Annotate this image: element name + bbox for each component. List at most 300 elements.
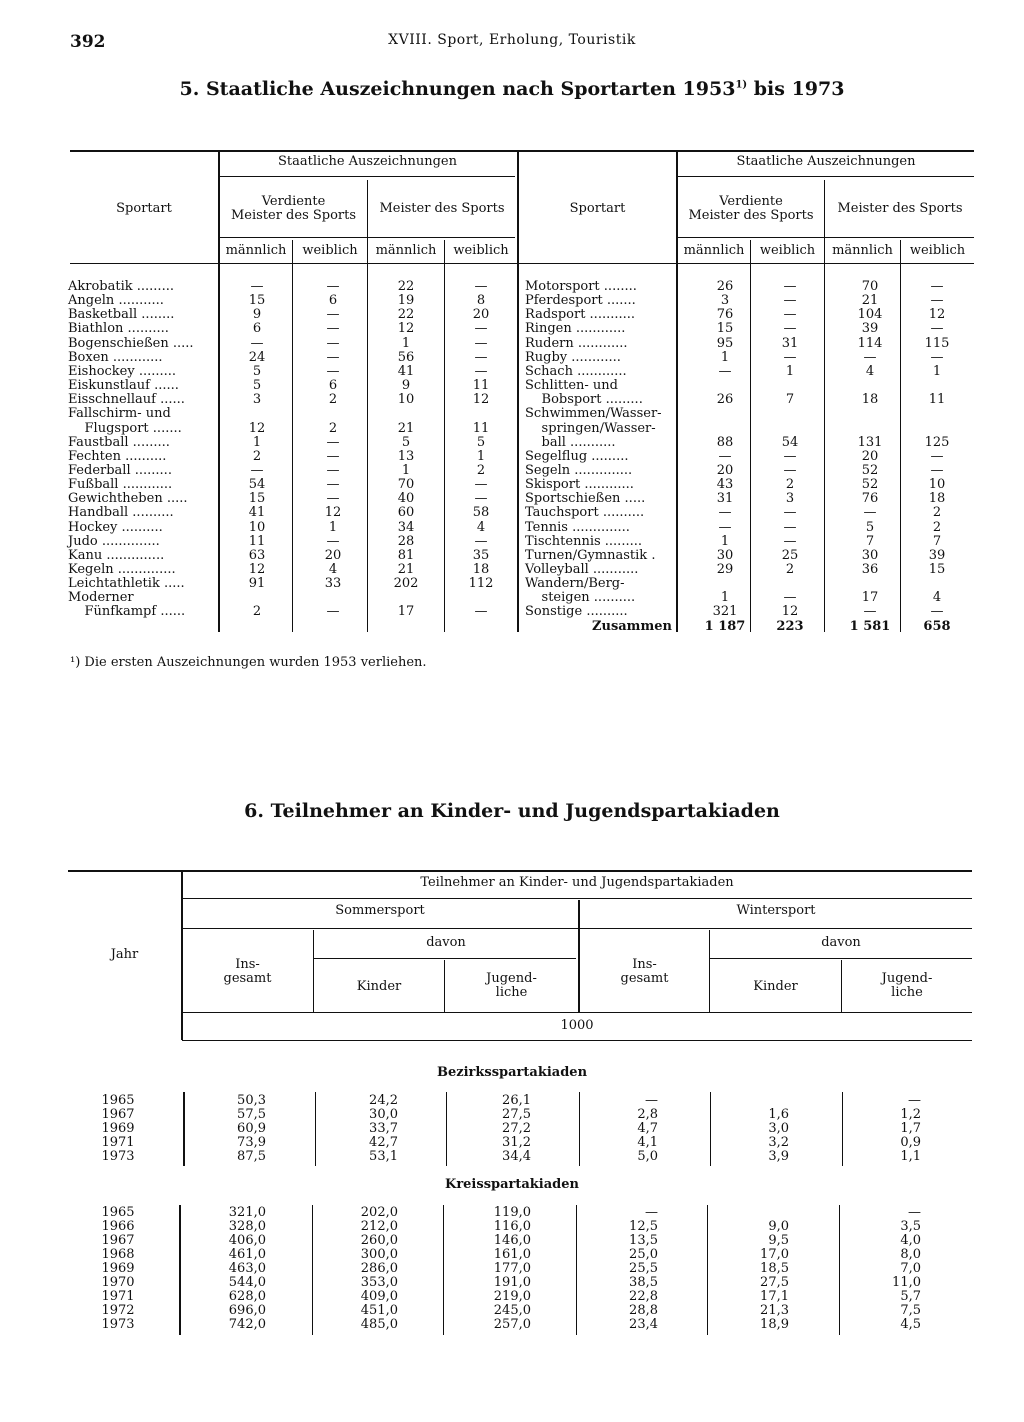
table6-head-s-insgesamt-l2: gesamt — [223, 971, 272, 986]
leader-dots: ..... — [162, 491, 188, 507]
value-mm: 70 — [861, 279, 879, 294]
value-w-kin: 17,0 — [760, 1247, 789, 1262]
year: 1967 — [101, 1233, 135, 1248]
value-w-jug: 8,0 — [900, 1247, 921, 1262]
value-mw: — — [474, 335, 488, 351]
value-s-kin: 42,7 — [369, 1135, 398, 1150]
value-vm: 41 — [248, 505, 266, 521]
value-mm: 202 — [393, 576, 419, 592]
table6-head-w-kinder: Kinder — [753, 979, 798, 994]
sport-name: Bogenschießen ..... — [68, 335, 194, 351]
value-s-jug: 27,5 — [502, 1107, 531, 1122]
table6-group-rule — [182, 898, 972, 899]
leader-dots: ........... — [114, 293, 164, 309]
value-w-kin: 21,3 — [760, 1303, 789, 1318]
value-mw: 11 — [928, 392, 946, 408]
value-s-jug: 119,0 — [493, 1205, 531, 1220]
value-vm: 12 — [248, 420, 266, 436]
leader-dots: .......... — [123, 321, 169, 337]
value-w-jug: 0,9 — [900, 1135, 921, 1150]
sport-name: Radsport ........... — [525, 307, 636, 323]
value-mw: 112 — [468, 576, 494, 592]
value-w-ins: 22,8 — [629, 1289, 658, 1304]
table5-head-vm-left: männlich — [225, 243, 287, 258]
leader-dots: ........... — [565, 434, 616, 450]
value-w-kin: 3,2 — [768, 1135, 789, 1150]
value-mm: 21 — [397, 562, 415, 577]
value-s-ins: 50,3 — [237, 1093, 266, 1108]
value-w-ins: 23,4 — [629, 1317, 658, 1332]
leader-dots: ......... — [130, 462, 172, 478]
leader-dots: .............. — [113, 562, 176, 577]
value-w-kin: 9,5 — [768, 1233, 789, 1248]
sport-name: Motorsport ........ — [525, 279, 637, 294]
leader-dots: ....... — [148, 420, 182, 436]
sport-name: Kegeln .............. — [68, 562, 176, 577]
table6-body-vline-5b — [707, 1205, 708, 1335]
value-mm: 18 — [861, 392, 879, 408]
value-vm: 5 — [252, 363, 262, 379]
value-mm: 5 — [865, 519, 875, 535]
table5-head-vw-left: weiblich — [302, 243, 358, 258]
table5-head-meister-left: Meister des Sports — [379, 201, 505, 216]
sport-name: Akrobatik ......... — [68, 279, 174, 294]
year: 1972 — [101, 1303, 135, 1318]
value-w-ins: 13,5 — [629, 1233, 658, 1248]
value-vw: 2 — [328, 420, 338, 436]
sport-name: Fünfkampf ...... — [68, 604, 186, 620]
value-mw: 2 — [476, 462, 486, 478]
value-mw: 7 — [932, 533, 942, 549]
value-vw: 1 — [328, 519, 338, 535]
sport-name: Leichtathletik ..... — [68, 576, 185, 592]
value-vw: 6 — [328, 378, 338, 394]
value-vm: 63 — [248, 547, 266, 563]
table6-body-vline-5a — [710, 1092, 711, 1166]
value-mw: — — [930, 349, 944, 365]
value-w-ins: 4,7 — [637, 1121, 658, 1136]
sport-name: Rugby ............ — [525, 349, 621, 365]
value-vw: 2 — [328, 392, 338, 408]
value-w-kin: 27,5 — [760, 1275, 789, 1290]
value-vm: 76 — [716, 307, 734, 323]
table5-head-vw-right: weiblich — [759, 243, 816, 258]
total-vw: 223 — [776, 618, 804, 634]
sport-name: Skisport ............ — [525, 477, 634, 493]
leader-dots: ....... — [602, 293, 636, 309]
leader-dots: ...... — [156, 604, 186, 620]
value-vm: — — [250, 279, 264, 294]
value-vw: — — [326, 533, 340, 549]
value-mm: 28 — [397, 533, 415, 549]
value-mm: 76 — [861, 491, 879, 507]
table6-body-vline-6b — [839, 1205, 840, 1335]
sport-name: Tennis .............. — [525, 519, 630, 535]
value-w-kin: 1,6 — [768, 1107, 789, 1122]
value-s-kin: 286,0 — [360, 1261, 398, 1276]
year: 1973 — [101, 1149, 135, 1164]
value-vw: — — [326, 307, 340, 323]
value-vw: 2 — [785, 477, 795, 493]
value-w-jug: 3,5 — [900, 1219, 921, 1234]
year: 1965 — [101, 1093, 135, 1108]
table6-body-vline-6a — [842, 1092, 843, 1166]
value-s-kin: 451,0 — [360, 1303, 398, 1318]
year: 1967 — [101, 1107, 135, 1122]
sport-name: Fußball ............ — [68, 477, 173, 493]
leader-dots: ......... — [134, 363, 177, 379]
value-vw: 1 — [785, 363, 795, 379]
sport-name: Sonstige .......... — [525, 604, 628, 620]
page-number: 392 — [70, 32, 106, 52]
value-w-ins: 25,5 — [629, 1261, 658, 1276]
leader-dots: ...... — [149, 378, 179, 394]
value-mm: 9 — [401, 378, 411, 394]
value-s-jug: 257,0 — [493, 1317, 531, 1332]
table6-unit-rule — [182, 1040, 972, 1041]
value-s-ins: 87,5 — [237, 1149, 266, 1164]
value-w-ins: 5,0 — [637, 1149, 658, 1164]
value-s-jug: 31,2 — [502, 1135, 531, 1150]
value-vw: — — [326, 604, 340, 620]
value-mw: 12 — [928, 307, 946, 323]
value-vm: 3 — [252, 392, 262, 408]
value-s-kin: 353,0 — [360, 1275, 398, 1290]
value-mm: 70 — [397, 477, 415, 493]
table6-title: 6. Teilnehmer an Kinder- und Jugendspartakiaden — [244, 800, 780, 822]
value-mm: — — [863, 349, 877, 365]
value-mm: 81 — [397, 547, 415, 563]
value-vm: 30 — [716, 547, 734, 563]
value-vm: 321 — [712, 604, 738, 620]
sport-name: Eishockey ......... — [68, 363, 177, 379]
value-mm: 104 — [857, 307, 883, 323]
value-vm: 15 — [716, 321, 734, 337]
year: 1970 — [101, 1275, 135, 1290]
value-mw: — — [474, 279, 488, 294]
value-mw: — — [474, 321, 488, 337]
year: 1973 — [101, 1317, 135, 1332]
sport-name: Moderner — [68, 590, 134, 606]
sport-name: springen/Wasser- — [525, 420, 656, 436]
value-w-kin: 17,1 — [760, 1289, 789, 1304]
sport-name: Volleyball ........... — [525, 562, 639, 577]
value-mw: — — [474, 491, 488, 507]
value-vw: 12 — [781, 604, 799, 620]
value-mw: 39 — [928, 547, 946, 563]
value-vm: 43 — [716, 477, 734, 493]
value-w-kin: 3,0 — [768, 1121, 789, 1136]
table5-sub-rule-right — [678, 237, 974, 238]
value-w-ins: — — [645, 1205, 658, 1220]
value-vw: — — [326, 349, 340, 365]
value-vw: — — [783, 279, 797, 294]
value-mm: 22 — [397, 279, 415, 294]
table6-davon-rule-sommer — [314, 958, 576, 959]
value-s-ins: 742,0 — [228, 1317, 266, 1332]
table6-head-s-insgesamt — [182, 958, 313, 986]
value-w-jug: 1,1 — [900, 1149, 921, 1164]
value-s-jug: 177,0 — [493, 1261, 531, 1276]
table6-head-s-jugend — [445, 972, 578, 1000]
table5-head-sportart-right: Sportart — [569, 201, 626, 216]
value-mm: 4 — [865, 363, 875, 379]
value-s-ins: 628,0 — [228, 1289, 266, 1304]
value-vw: — — [783, 533, 797, 549]
table6-head-w-insgesamt-l2: gesamt — [620, 971, 669, 986]
value-mw: — — [474, 477, 488, 493]
value-w-kin: 18,5 — [760, 1261, 789, 1276]
value-s-kin: 260,0 — [360, 1233, 398, 1248]
value-mm: 10 — [397, 392, 415, 408]
table6-head-s-jugend-l2: liche — [495, 985, 528, 1000]
value-mm: 52 — [861, 477, 879, 493]
value-vm: 20 — [716, 462, 734, 478]
value-vw: — — [326, 477, 340, 493]
sport-name: Biathlon .......... — [68, 321, 169, 337]
value-mm: 20 — [861, 448, 879, 464]
value-s-ins: 544,0 — [228, 1275, 266, 1290]
value-s-kin: 53,1 — [369, 1149, 398, 1164]
leader-dots: ........ — [599, 279, 637, 294]
value-mw: 11 — [472, 420, 490, 436]
table5-head-mm-right: männlich — [832, 243, 893, 258]
leader-dots: .......... — [128, 505, 174, 521]
table6-head-w-jugend-l1: Jugend- — [881, 971, 933, 986]
value-vw: — — [783, 293, 797, 309]
table5-group-rule-right — [678, 176, 974, 177]
sport-name: Turnen/Gymnastik . — [525, 547, 656, 563]
value-mm: 114 — [857, 335, 883, 351]
value-mm: — — [863, 505, 877, 521]
table6-davon-rule-winter — [710, 958, 972, 959]
leader-dots: ............ — [580, 477, 634, 493]
sport-name: Judo .............. — [68, 533, 160, 549]
value-mw: 2 — [932, 519, 942, 535]
value-vw: — — [783, 307, 797, 323]
leader-dots: .......... — [589, 590, 636, 606]
value-s-jug: 219,0 — [493, 1289, 531, 1304]
value-s-kin: 30,0 — [369, 1107, 398, 1122]
value-mw: 35 — [472, 547, 490, 563]
value-s-kin: 202,0 — [360, 1205, 398, 1220]
value-mm: 34 — [397, 519, 415, 535]
value-vm: 54 — [248, 477, 266, 493]
value-mw: 4 — [476, 519, 486, 535]
table6-section-bezirk: Bezirksspartakiaden — [436, 1065, 588, 1080]
table6-unit: 1000 — [560, 1018, 594, 1033]
sport-name: Schlitten- und — [525, 378, 618, 394]
sport-name: Rudern ............ — [525, 335, 628, 351]
value-mm: 30 — [861, 547, 879, 563]
value-mw: — — [474, 604, 488, 620]
table6-body-vline-4a — [579, 1092, 580, 1166]
table6-head-s-insgesamt-l1: Ins- — [235, 957, 260, 972]
value-mm: 1 — [401, 335, 411, 351]
table5-top-rule — [70, 150, 974, 152]
value-vm: 5 — [252, 378, 262, 394]
value-w-jug: 7,0 — [900, 1261, 921, 1276]
table5-vline-left-c — [444, 240, 445, 632]
value-mw: 1 — [932, 363, 942, 379]
leader-dots: ............ — [108, 349, 163, 365]
value-vw: 3 — [785, 491, 795, 507]
value-mw: — — [930, 321, 944, 337]
table5-title-tail: bis 1973 — [747, 78, 845, 100]
value-s-jug: 161,0 — [493, 1247, 531, 1262]
value-mm: 17 — [397, 604, 415, 620]
value-w-ins: 38,5 — [629, 1275, 658, 1290]
value-vm: — — [250, 335, 264, 351]
table5-head-sportart-left: Sportart — [116, 201, 172, 216]
value-vw: 20 — [324, 547, 342, 563]
value-mm: 39 — [861, 321, 879, 337]
value-mw: 18 — [928, 491, 946, 507]
value-w-jug: 1,2 — [900, 1107, 921, 1122]
table6-section-kreis: Kreisspartakiaden — [445, 1177, 579, 1192]
value-vw: — — [326, 363, 340, 379]
value-s-ins: 696,0 — [228, 1303, 266, 1318]
value-vm: 6 — [252, 321, 262, 337]
total-mw: 658 — [923, 618, 951, 634]
sport-name: Federball ......... — [68, 462, 172, 478]
table6-head-jahr: Jahr — [110, 947, 139, 962]
value-mw: 5 — [476, 434, 486, 450]
value-vm: 1 — [252, 434, 262, 450]
table5-title — [0, 78, 1024, 100]
value-mw: 18 — [472, 562, 490, 577]
sport-name: Fallschirm- und — [68, 406, 171, 422]
value-mw: — — [930, 604, 944, 620]
value-mw: — — [930, 279, 944, 294]
value-vm: — — [718, 519, 732, 535]
value-mw: 12 — [472, 392, 490, 408]
value-s-ins: 73,9 — [237, 1135, 266, 1150]
table6-header-rule — [182, 1012, 972, 1013]
value-vm: — — [718, 448, 732, 464]
value-vw: — — [783, 519, 797, 535]
sport-name: Angeln ........... — [68, 293, 164, 309]
value-mm: 5 — [401, 434, 411, 450]
table5-head-mw-left: weiblich — [453, 243, 509, 258]
value-mm: 1 — [401, 462, 411, 478]
value-vm: 9 — [252, 307, 262, 323]
value-s-ins: 328,0 — [228, 1219, 266, 1234]
year: 1966 — [101, 1219, 135, 1234]
value-vm: 1 — [720, 349, 730, 365]
leader-dots: .......... — [598, 505, 645, 521]
value-vw: 4 — [328, 562, 338, 577]
table5-head-verdiente-right-l2: Meister des Sports — [688, 208, 814, 223]
value-vw: 7 — [785, 392, 795, 408]
value-s-ins: 461,0 — [228, 1247, 266, 1262]
total-mm: 1 581 — [849, 618, 891, 634]
value-w-kin: 3,9 — [768, 1149, 789, 1164]
year: 1971 — [101, 1135, 135, 1150]
value-vw: — — [783, 505, 797, 521]
value-mw: 20 — [472, 307, 490, 323]
value-vm: 2 — [252, 448, 262, 464]
value-s-jug: 34,4 — [502, 1149, 531, 1164]
value-s-jug: 26,1 — [502, 1093, 531, 1108]
sport-name: Tischtennis ......... — [525, 533, 642, 549]
sport-name: ball ........... — [525, 434, 616, 450]
table5-head-mm-left: männlich — [375, 243, 437, 258]
value-vm: 15 — [248, 491, 266, 507]
leader-dots: ............ — [571, 321, 626, 337]
value-mw: — — [474, 363, 488, 379]
table5-head-meister-right: Meister des Sports — [837, 201, 963, 216]
value-vw: — — [783, 590, 797, 606]
value-w-jug: 4,0 — [900, 1233, 921, 1248]
year: 1969 — [101, 1121, 135, 1136]
value-w-ins: — — [645, 1093, 658, 1108]
sport-name: Bobsport ......... — [525, 392, 643, 408]
table6-head-s-davon: davon — [426, 935, 466, 950]
sport-name: Basketball ........ — [68, 307, 175, 323]
value-vm: 1 — [720, 533, 730, 549]
table6-body-vline-1a — [183, 1092, 185, 1166]
value-vm: 3 — [720, 293, 730, 309]
leader-dots: ......... — [587, 448, 629, 464]
value-mw: 8 — [476, 293, 486, 309]
value-mm: 40 — [397, 491, 415, 507]
value-vm: 29 — [716, 562, 734, 577]
value-s-jug: 146,0 — [493, 1233, 531, 1248]
value-vw: — — [783, 321, 797, 337]
leader-dots: ............ — [573, 335, 628, 351]
leader-dots: ........... — [588, 562, 639, 577]
value-vw: 33 — [324, 576, 342, 592]
value-mw: 125 — [924, 434, 950, 450]
value-s-kin: 485,0 — [360, 1317, 398, 1332]
value-mw: — — [930, 462, 944, 478]
value-vm: — — [718, 363, 732, 379]
sport-name: Pferdesport ....... — [525, 293, 636, 309]
sport-name: Eiskunstlauf ...... — [68, 378, 179, 394]
value-vm: — — [718, 505, 732, 521]
value-vm: 2 — [252, 604, 262, 620]
value-vm: 10 — [248, 519, 266, 535]
value-mm: 21 — [397, 420, 415, 436]
leader-dots: .......... — [117, 519, 163, 535]
value-w-kin: 18,9 — [760, 1317, 789, 1332]
leader-dots: . — [647, 547, 656, 563]
leader-dots: .............. — [102, 547, 165, 563]
leader-dots: .............. — [97, 533, 160, 549]
sport-name: Schach ............ — [525, 363, 627, 379]
sport-name: Flugsport ....... — [68, 420, 182, 436]
value-vm: 11 — [248, 533, 266, 549]
value-mw: 58 — [472, 505, 490, 521]
leader-dots: ........ — [137, 307, 175, 323]
table6-body-vline-2b — [312, 1205, 313, 1335]
sport-name: Wandern/Berg- — [525, 576, 625, 592]
value-vw: 2 — [785, 562, 795, 577]
leader-dots: ..... — [159, 576, 185, 592]
sport-name: Fechten .......... — [68, 448, 167, 464]
table6-head-s-jugend-l1: Jugend- — [486, 971, 537, 986]
sport-name: Boxen ............ — [68, 349, 163, 365]
table6-head-group: Teilnehmer an Kinder- und Jugendspartakiaden — [420, 875, 734, 890]
table5-header-bottom-rule — [70, 263, 974, 264]
value-mw: 15 — [928, 562, 946, 577]
leader-dots: ............ — [118, 477, 173, 493]
table5-group-rule-left — [220, 176, 515, 177]
sport-name: Segelflug ......... — [525, 448, 629, 464]
value-vw: — — [326, 462, 340, 478]
table5-head-verdiente-left — [220, 195, 367, 223]
